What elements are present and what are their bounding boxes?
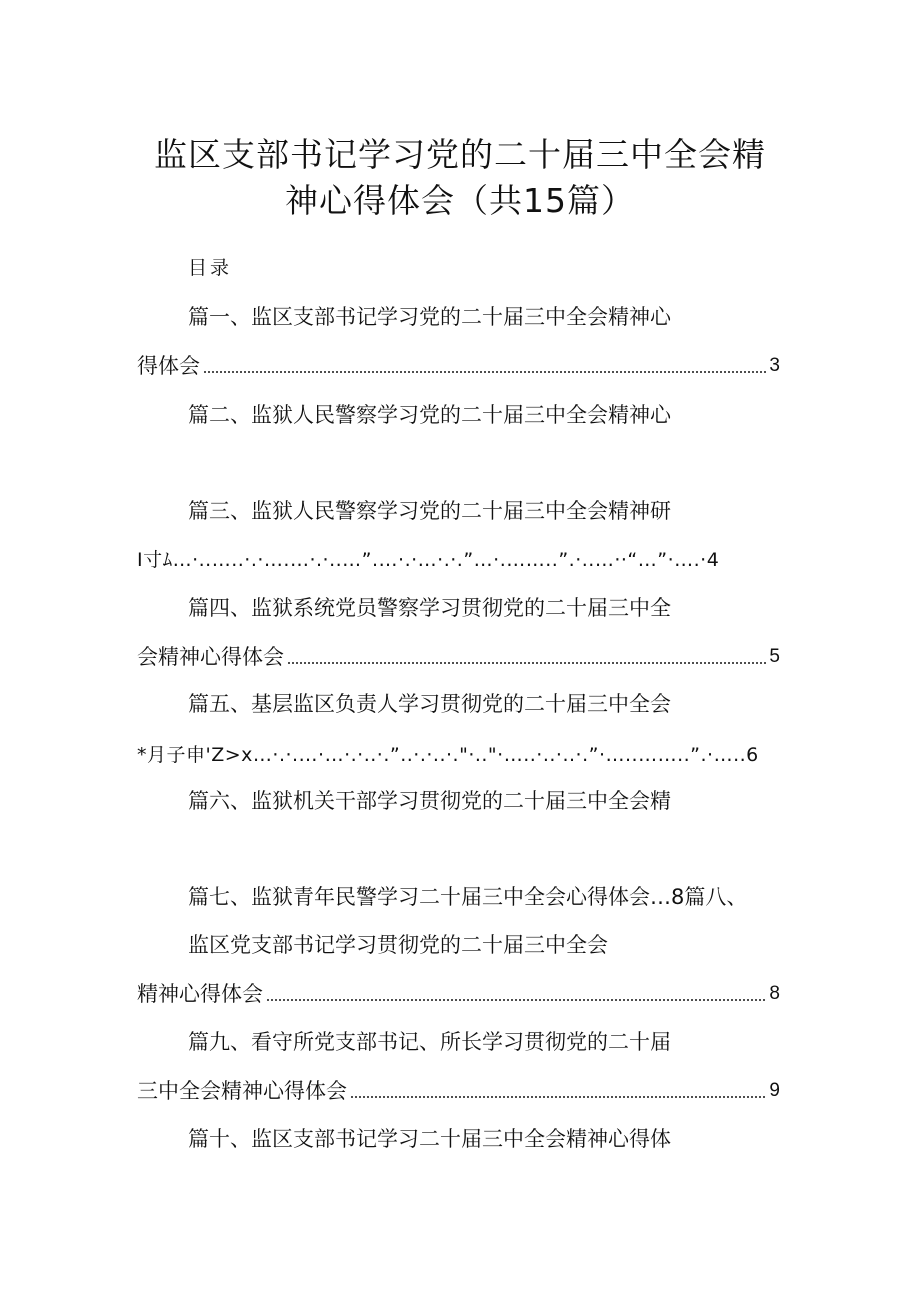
toc-dot-leader: [203, 370, 767, 374]
toc-heading: 目录: [188, 257, 233, 279]
toc-entry-8-line-2: 精神心得体会: [137, 982, 263, 1006]
toc-entry-9-leader[interactable]: [137, 1077, 780, 1105]
toc-entry-5-line-1[interactable]: 篇五、基层监区负责人学习贯彻党的二十届三中全会: [188, 692, 671, 716]
toc-entry-1-line-2: 得体会: [137, 354, 200, 378]
toc-entry-4-leader[interactable]: [137, 643, 780, 671]
toc-entry-4-line-2: 会精神心得体会: [137, 645, 284, 669]
toc-entry-1-leader[interactable]: [137, 352, 780, 380]
toc-entry-1-page-number: 3: [769, 355, 780, 376]
toc-entry-9-page-number: 9: [769, 1080, 780, 1101]
toc-entry-10-line-1[interactable]: 篇十、监区支部书记学习二十届三中全会精神心得体: [188, 1127, 671, 1151]
toc-entry-6-line-1[interactable]: 篇六、监狱机关干部学习贯彻党的二十届三中全会精: [188, 789, 671, 813]
toc-entry-7-line-1[interactable]: 篇七、监狱青年民警学习二十届三中全会心得体会…8篇八、: [188, 885, 748, 909]
toc-entry-1-line-1[interactable]: 篇一、监区支部书记学习党的二十届三中全会精神心: [188, 305, 671, 329]
toc-entry-5-garbled-line[interactable]: *月子申'Z>x…·.·.…·…·.·..·.”..·.·..·."·.."·…..·..·..·.”·…..……..”.·…..6: [137, 744, 759, 766]
toc-dot-leader: [350, 1095, 767, 1099]
toc-entry-9-line-1[interactable]: 篇九、看守所党支部书记、所长学习贯彻党的二十届: [188, 1030, 671, 1054]
document-title-line-2: 神心得体会（共15篇）: [285, 181, 635, 220]
toc-entry-2-line-1[interactable]: 篇二、监狱人民警察学习党的二十届三中全会精神心: [188, 403, 671, 427]
toc-entry-4-line-1[interactable]: 篇四、监狱系统党员警察学习贯彻党的二十届三中全: [188, 596, 671, 620]
toc-entry-3-garbled-line[interactable]: I寸ﾑ…·..…..·.·….…·.·..…”.…·.·…·.·.”…·.……..”.·..…··“…”·….·4: [137, 549, 720, 571]
toc-entry-3-line-1[interactable]: 篇三、监狱人民警察学习党的二十届三中全会精神研: [188, 499, 671, 523]
toc-entry-4-page-number: 5: [769, 646, 780, 667]
toc-dot-leader: [287, 661, 767, 665]
toc-entry-8-page-number: 8: [769, 983, 780, 1004]
toc-dot-leader: [266, 998, 767, 1002]
toc-entry-9-line-2: 三中全会精神心得体会: [137, 1079, 347, 1103]
toc-entry-8-line-1[interactable]: 监区党支部书记学习贯彻党的二十届三中全会: [188, 933, 608, 957]
document-title-line-1: 监区支部书记学习党的二十届三中全会精: [154, 135, 766, 174]
toc-entry-8-leader[interactable]: [137, 980, 780, 1008]
